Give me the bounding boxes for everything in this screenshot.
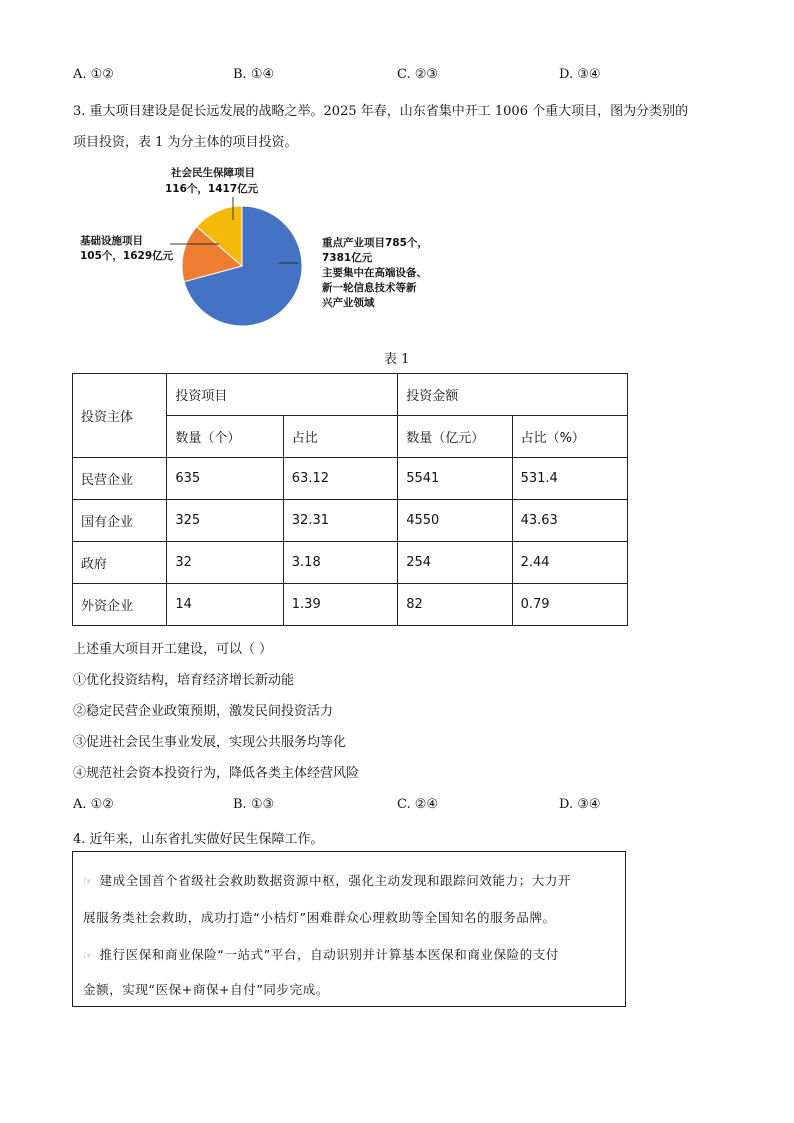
- table-row: [73, 500, 628, 542]
- infra-label-1: 基础设施项目: [80, 235, 143, 247]
- q3-item-3: ③促进社会民生事业发展，实现公共服务均等化: [73, 735, 347, 750]
- cell-money: 82: [398, 584, 512, 626]
- q4-b1-l1-text: 建成全国首个省级社会救助数据资源中枢，强化主动发现和跟踪问效能力；大力开: [99, 873, 572, 888]
- header-money: 数量（亿元）: [398, 416, 512, 458]
- q2-option-a[interactable]: A. ①②: [73, 67, 114, 82]
- cell-count: 635: [167, 458, 283, 500]
- social-label-2: 116个，1417亿元: [165, 183, 259, 195]
- table-row: [73, 542, 628, 584]
- industry-label-4: 新一轮信息技术等新: [322, 282, 417, 294]
- q4-bullet2-line1: [83, 945, 559, 963]
- cell-subject: 民营企业: [73, 458, 167, 500]
- q3-option-b[interactable]: B. ①③: [233, 797, 275, 812]
- q2-option-d[interactable]: D. ③④: [559, 67, 601, 82]
- cell-count: 325: [167, 500, 283, 542]
- cell-ratio2: 43.63: [512, 500, 627, 542]
- pointing-hand-icon: ☞: [83, 949, 94, 962]
- social-label-1: 社会民生保障项目: [171, 167, 255, 179]
- header-count: 数量（个）: [167, 416, 283, 458]
- cell-subject: 政府: [73, 542, 167, 584]
- q3-item-1: ①优化投资结构，培育经济增长新动能: [73, 673, 295, 688]
- q3-item-2: ②稳定民营企业政策预期，激发民间投资活力: [73, 704, 334, 719]
- cell-subject: 外资企业: [73, 584, 167, 626]
- header-subject: 投资主体: [73, 374, 167, 458]
- q3-option-c[interactable]: C. ②④: [397, 797, 439, 812]
- q4-bullet1-line2: 展服务类社会救助，成功打造“小桔灯”困难群众心理救助等全国知名的服务品牌。: [83, 910, 556, 925]
- cell-money: 5541: [398, 458, 512, 500]
- cell-ratio1: 32.31: [283, 500, 397, 542]
- q4-b2-l1-text: 推行医保和商业保险“一站式”平台，自动识别并计算基本医保和商业保险的支付: [99, 947, 560, 962]
- q3-item-4: ④规范社会资本投资行为，降低各类主体经营风险: [73, 766, 360, 781]
- q3-question: 上述重大项目开工建设，可以（ ）: [73, 642, 273, 657]
- cell-subject: 国有企业: [73, 500, 167, 542]
- industry-label-3: 主要集中在高端设备、: [322, 267, 427, 279]
- q3-option-a[interactable]: A. ①②: [73, 797, 114, 812]
- cell-count: 32: [167, 542, 283, 584]
- cell-ratio1: 1.39: [283, 584, 397, 626]
- cell-money: 4550: [398, 500, 512, 542]
- industry-label-1: 重点产业项目785个，: [322, 237, 428, 249]
- investment-table: [72, 373, 628, 626]
- cell-ratio2: 0.79: [512, 584, 627, 626]
- cell-ratio1: 3.18: [283, 542, 397, 584]
- q4-stem: 4. 近年来，山东省扎实做好民生保障工作。: [73, 832, 324, 847]
- table-caption: 表 1: [384, 352, 410, 367]
- q2-option-b[interactable]: B. ①④: [233, 67, 275, 82]
- industry-label-2: 7381亿元: [322, 252, 373, 264]
- cell-ratio2: 2.44: [512, 542, 627, 584]
- q2-option-c[interactable]: C. ②③: [397, 67, 439, 82]
- cell-ratio2: 531.4: [512, 458, 627, 500]
- header-ratio2: 占比（%）: [512, 416, 627, 458]
- q4-bullet1-line1: [83, 871, 571, 889]
- header-ratio1: 占比: [283, 416, 397, 458]
- pie-slices: [182, 206, 302, 326]
- q3-option-d[interactable]: D. ③④: [559, 797, 601, 812]
- table-row: [73, 584, 628, 626]
- cell-money: 254: [398, 542, 512, 584]
- cell-count: 14: [167, 584, 283, 626]
- q4-bullet2-line2: 金额，实现“医保+商保+自付”同步完成。: [83, 982, 329, 997]
- investment-pie-chart: [74, 160, 494, 335]
- infra-label-2: 105个，1629亿元: [80, 250, 174, 262]
- pointing-hand-icon: ☞: [83, 875, 94, 888]
- table-row: [73, 458, 628, 500]
- cell-ratio1: 63.12: [283, 458, 397, 500]
- header-amount: 投资金额: [398, 374, 628, 416]
- header-projects: 投资项目: [167, 374, 398, 416]
- q3-stem-line2: 项目投资，表 1 为分主体的项目投资。: [73, 135, 298, 150]
- q4-material-box: [72, 851, 626, 1007]
- q3-stem-line1: 3. 重大项目建设是促长远发展的战略之举。2025 年春，山东省集中开工 1006 个重大项目，图为分类别的: [73, 104, 689, 119]
- industry-label-5: 兴产业领域: [322, 297, 375, 309]
